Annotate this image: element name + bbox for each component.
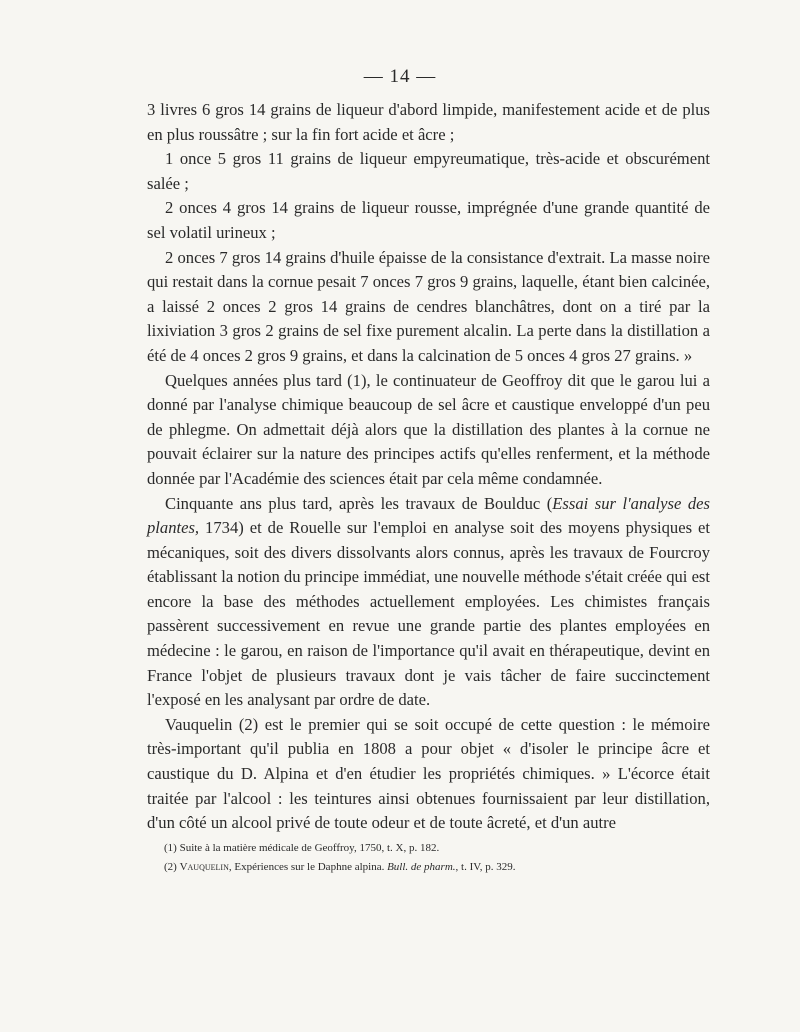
paragraph-3: 2 onces 4 gros 14 grains de liqueur rousse, imprégnée d'une grande quantité de sel volatil urineux ; [147, 198, 710, 242]
body-text [147, 98, 710, 836]
page-number: — 14 — [363, 66, 437, 87]
paragraph-6-italic-title: Essai sur l'analyse des plantes, [147, 493, 710, 538]
footnotes [164, 839, 724, 877]
paragraph-2: 1 once 5 gros 11 grains de liqueur empyreumatique, très-acide et obscurément salée ; [147, 149, 710, 193]
paragraph-4: 2 onces 7 gros 14 grains d'huile épaisse de la consistance d'extrait. La masse noire qui restait dans la cornue pesait 7 onces 7 gros 9 grains, laquelle, étant bien calcinée, a laissé 2 onces 2 gros 14 grains de cendres blanchâtres, dont on a tiré par la lixiviation 3 gros 2 grains de sel fixe purement alcalin. La perte dans la distillation a été de 4 onces 2 gros 9 grains, et dans la calcination de 5 onces 4 gros 27 grains. » [147, 247, 710, 365]
footnote-2-journal: Bull. de pharm. [387, 861, 456, 873]
footnote-2-title: , Expériences sur le Daphne alpina. [228, 861, 388, 873]
paragraph-5: Quelques années plus tard (1), le continuateur de Geoffroy dit que le garou lui a donné par l'analyse chimique beaucoup de sel âcre et caustique enveloppé d'un peu de phlegme. On admettait déjà alors que la distillation des plantes à la cornue ne pouvait éclairer sur la nature des principes actifs qu'elles renferment, et la méthode donnée par l'Académie des sciences était par cela même condamnée. [147, 370, 710, 488]
footnote-2-author: Vauquelin [179, 861, 229, 873]
footnote-2 [164, 858, 724, 877]
footnote-2-number: (2) [164, 861, 180, 873]
footnote-2-reference: , t. IV, p. 329. [455, 861, 516, 873]
paragraph-7: Vauquelin (2) est le premier qui se soit occupé de cette question : le mémoire très-important qu'il publia en 1808 a pour objet « d'isoler le principe âcre et caustique du D. Alpina et d'en étudier les propriétés chimiques. » L'écorce était traitée par l'alcool : les teintures ainsi obtenues fournissaient par leur distillation, d'un côté un alcool privé de toute odeur et de toute âcreté, et d'un autre [147, 714, 710, 833]
paragraph-6-text-b: 1734) et de Rouelle sur l'emploi en analyse soit des moyens physiques et mécaniques, soit des divers dissolvants alors connus, après les travaux de Fourcroy établissant la notion du principe immédiat, une nouvelle méthode s'était créée qui est encore la base des méthodes actuellement employées. Les chimistes français passèrent successivement en revue une grande partie des plantes employées en médecine : le garou, en raison de l'importance qu'il avait en thérapeutique, devint en France l'objet de plusieurs travaux dont je vais tâcher de faire succinctement l'exposé en les analysant par ordre de date. [147, 518, 710, 710]
footnote-1: (1) Suite à la matière médicale de Geoffroy, 1750, t. X, p. 182. [164, 842, 440, 854]
paragraph-6-text-a: Cinquante ans plus tard, après les travaux de Boulduc ( [165, 493, 553, 513]
paragraph-1: 3 livres 6 gros 14 grains de liqueur d'abord limpide, manifestement acide et de plus en plus roussâtre ; sur la fin fort acide et âcre ; [147, 100, 710, 144]
paragraph-6 [147, 492, 710, 713]
